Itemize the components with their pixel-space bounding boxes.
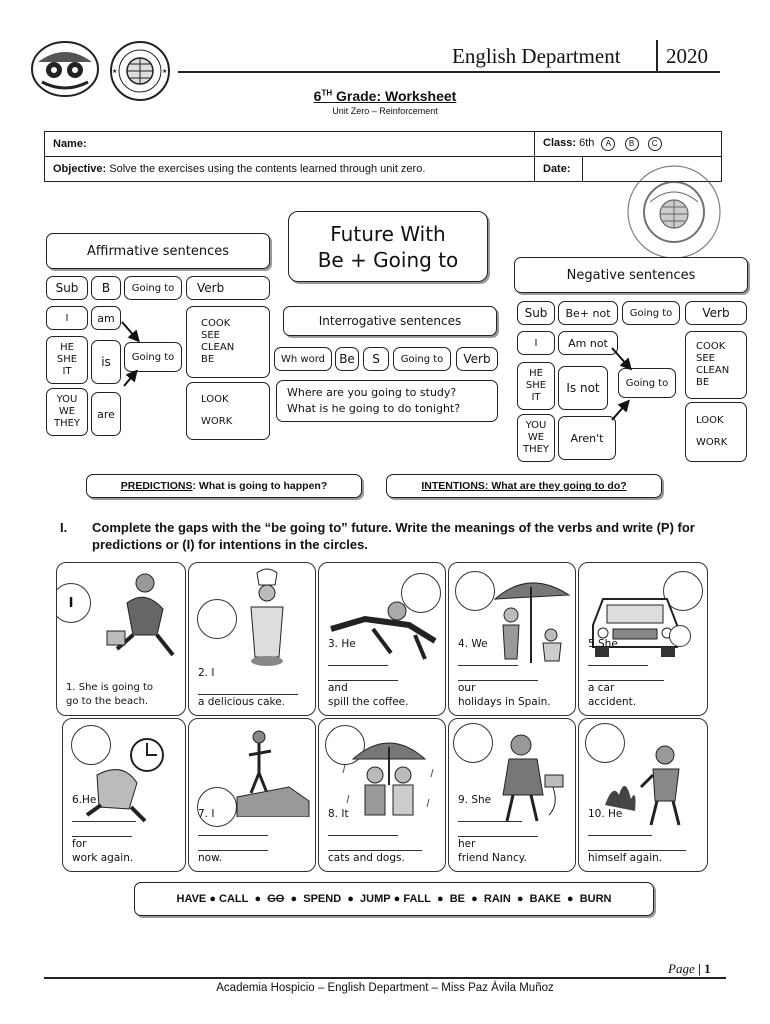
negative-header-be-not: Be+ not [558, 301, 618, 325]
exercise-card-6 [62, 718, 186, 872]
caption-6: 6.He for work again. [72, 793, 179, 865]
caption-2: 2. I a delicious cake. [198, 666, 309, 709]
negative-sub-he-she-it: HE SHE IT [517, 362, 555, 410]
exercise-card-2 [188, 562, 316, 716]
negative-arrows [606, 344, 636, 424]
department-stamp [624, 164, 724, 260]
exercise-number: I. [60, 520, 68, 535]
affirmative-sub-i: I [46, 306, 88, 330]
interrogative-header-verb: Verb [456, 347, 498, 371]
word-bank-have: HAVE [176, 893, 207, 905]
word-bank-go: GO [267, 893, 285, 905]
header-rule [178, 71, 720, 73]
negative-header-going: Going to [622, 301, 680, 325]
affirmative-going-to: Going to [124, 342, 182, 372]
exercise-card-8 [318, 718, 446, 872]
affirmative-verbs-2: LOOK WORK [186, 382, 270, 440]
class-option-b[interactable]: B [625, 137, 639, 151]
word-bank-bake: BAKE [529, 893, 561, 905]
class-value: 6th [579, 137, 595, 149]
affirmative-header-going: Going to [124, 276, 182, 300]
affirmative-be-is: is [91, 340, 121, 384]
negative-be-am-not: Am not [558, 331, 618, 355]
negative-header-verb: Verb [685, 301, 747, 325]
interrogative-header-s: S [363, 347, 389, 371]
affirmative-be-are: are [91, 392, 121, 436]
svg-text:★: ★ [162, 69, 168, 75]
header-divider [656, 40, 658, 72]
negative-header-sub: Sub [517, 301, 555, 325]
class-option-a[interactable]: A [601, 137, 615, 151]
interrogative-title: Interrogative sentences [283, 306, 497, 336]
interrogative-header-going: Going to [393, 347, 451, 371]
chef-image [227, 567, 307, 671]
affirmative-header-verb: Verb [186, 276, 270, 300]
caption-3: 3. He and spill the coffee. [328, 638, 409, 708]
exercise-card-4 [448, 562, 576, 716]
intentions-box: INTENTIONS: What are they going to do? [386, 474, 662, 498]
class-option-c[interactable]: C [648, 137, 662, 151]
answer-circle-1[interactable]: I [56, 583, 91, 623]
negative-be-is-not: Is not [558, 366, 608, 410]
word-bank-spend: SPEND [303, 893, 342, 905]
page-subtitle: Unit Zero – Reinforcement [332, 106, 438, 116]
future-title-box [288, 211, 488, 282]
cliff-jump-image [229, 727, 313, 817]
interrogative-examples: Where are you going to study? What is he going to do tonight? [276, 380, 498, 422]
negative-verbs-1: COOK SEE CLEAN BE [685, 331, 747, 399]
objective-label: Objective: [53, 163, 107, 175]
page-number: Page | 1 [668, 961, 711, 976]
exercise-card-5 [578, 562, 708, 716]
affirmative-title: Affirmative sentences [46, 233, 270, 269]
word-bank-fall: FALL [403, 893, 431, 905]
caption-9: 9. She her friend Nancy. [458, 793, 569, 865]
negative-title: Negative sentences [514, 257, 748, 293]
caption-7: 7. I now. [198, 807, 309, 865]
interrogative-header-wh: Wh word [274, 347, 332, 371]
word-bank-rain: RAIN [483, 893, 511, 905]
header-year: 2020 [666, 44, 708, 68]
svg-text:★: ★ [112, 69, 118, 75]
answer-circle-9[interactable] [453, 723, 493, 763]
caption-1: 1. She is going to go to the beach. [66, 682, 154, 707]
exercise-card-7 [188, 718, 316, 872]
info-table [44, 131, 722, 182]
caption-8: 8. It cats and dogs. [328, 807, 439, 865]
exercise-card-10 [578, 718, 708, 872]
affirmative-sub-he-she-it: HE SHE IT [46, 336, 88, 384]
word-bank: HAVE ● CALL ● GO ● SPEND ● JUMP ● FALL ● BE ● RAIN ● BAKE ● BURN [134, 882, 654, 916]
class-label: Class: [543, 137, 577, 149]
objective-text: Solve the exercises using the contents learned through unit zero. [109, 163, 426, 175]
caption-4: 4. We our holidays in Spain. [458, 638, 551, 708]
affirmative-sub-you-we-they: YOU WE THEY [46, 388, 88, 436]
date-label: Date: [543, 163, 571, 175]
exercise-card-3 [318, 562, 446, 716]
negative-going-to: Going to [618, 368, 676, 398]
footer-rule [44, 977, 726, 979]
negative-be-arent: Aren't [558, 416, 616, 460]
exercise-card-9 [448, 718, 576, 872]
exercise-instruction: Complete the gaps with the “be going to” future. Write the meanings of the verbs and write (P) for predictions or (I) for intentions in the circles. [92, 520, 695, 552]
affirmative-header-be: B [91, 276, 121, 300]
affirmative-header-sub: Sub [46, 276, 88, 300]
exercise-card-1 [56, 562, 186, 716]
affirmative-arrows [118, 320, 144, 390]
footer-text: Academia Hospicio – English Department – Miss Paz Ávila Muñoz [216, 982, 554, 994]
header-department: English Department [452, 44, 621, 68]
negative-verbs-2: LOOK WORK [685, 402, 747, 462]
woman-beach-image [97, 569, 181, 669]
word-bank-be: BE [449, 893, 465, 905]
affirmative-be-am: am [91, 306, 121, 330]
interrogative-header-be: Be [335, 347, 359, 371]
predictions-box: PREDICTIONS: What is going to happen? [86, 474, 362, 498]
negative-sub-i: I [517, 331, 555, 355]
page-title: 6TH Grade: Worksheet [313, 88, 457, 104]
future-title-line1: Future With [330, 221, 446, 246]
future-title-line2: Be + Going to [317, 247, 459, 272]
negative-sub-you-we-they: YOU WE THEY [517, 414, 555, 462]
word-bank-call: CALL [219, 893, 249, 905]
word-bank-jump: JUMP [360, 893, 391, 905]
caption-10: 10. He himself again. [588, 807, 701, 865]
affirmative-verbs-1: COOK SEE CLEAN BE [186, 306, 270, 378]
name-label: Name: [53, 138, 87, 150]
word-bank-burn: BURN [579, 893, 612, 905]
caption-5: 5.She a car accident. [588, 637, 701, 709]
